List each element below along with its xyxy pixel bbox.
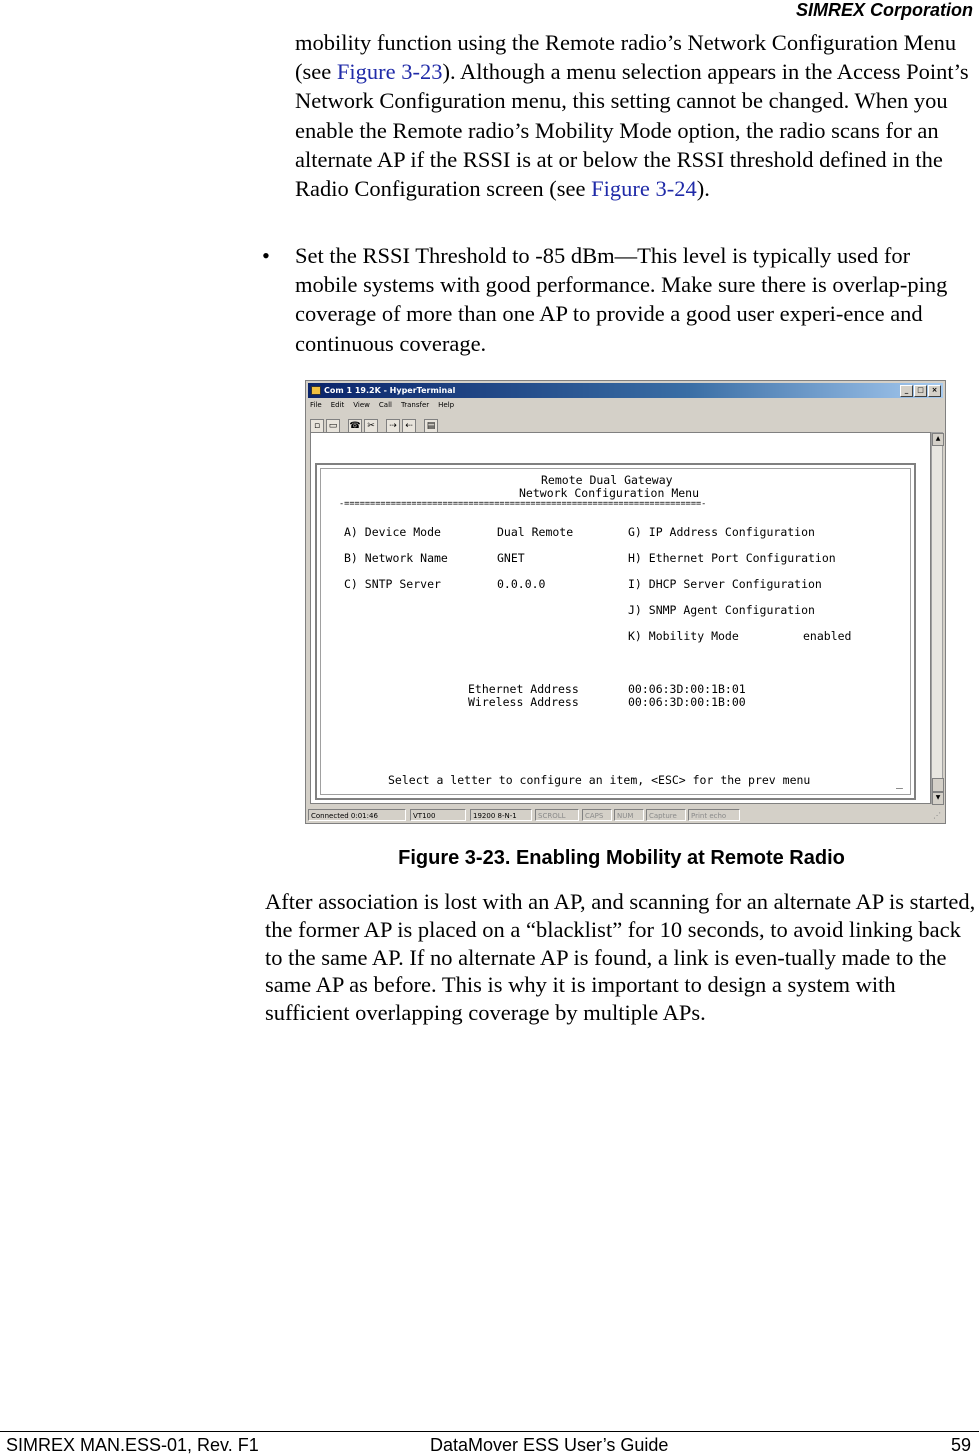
maximize-icon[interactable]: □ [914, 385, 927, 397]
menu-edit[interactable]: Edit [330, 401, 345, 409]
para1-text-2: ). Although a menu selection appears in the Access Point’s Network Configuration menu, this setting cannot be changed. When you enable the Remote radio’s Mobility Mode option, the radio scans for an alternate AP if the RSSI is at or below the RSSI threshold defined in the Radio Configuration screen (see [295, 59, 969, 202]
vertical-scrollbar[interactable] [931, 432, 943, 804]
ethernet-address-label: Ethernet Address [468, 682, 579, 696]
ethernet-address-value: 00:06:3D:00:1B:01 [628, 682, 746, 696]
terminal-cursor: _ [896, 775, 903, 789]
disconnect-icon[interactable]: ✂ [364, 419, 378, 433]
body-paragraph-blacklist: After association is lost with an AP, and scanning for an alternate AP is started, the former AP is placed on a “blacklist” for 10 seconds, to avoid linking back to the same AP. If no alternate AP is found, a link is even-tually made to the same AP as before. This is why it is important to design a system with sufficient overlapping coverage by multiple APs. [265, 889, 976, 1026]
figure-3-23-link[interactable]: Figure 3-23 [336, 59, 443, 85]
menu-item-c-value: 0.0.0.0 [497, 577, 546, 591]
menu-help[interactable]: Help [438, 401, 455, 409]
menu-item-h[interactable]: H) Ethernet Port Configuration [628, 551, 836, 565]
footer-rule [0, 1431, 979, 1432]
scroll-up-icon[interactable]: ▲ [932, 433, 944, 446]
status-settings: 19200 8-N-1 [470, 809, 532, 821]
phone-icon[interactable]: ☎ [349, 421, 361, 431]
bullet-text: Set the RSSI Threshold to -85 dBm—This level is typically used for mobile systems with good performance. Make sure there is overlap-ping coverage of more than one AP to provide a good user experi-ence and continuous coverage. [295, 243, 948, 356]
footer-guide-title: DataMover ESS User’s Guide [430, 1435, 669, 1455]
screen-separator: -=====================================================================- [339, 499, 707, 509]
status-caps: CAPS [582, 809, 612, 821]
scrollbar-thumb[interactable] [932, 778, 944, 792]
para1-text-3: ). [696, 176, 710, 202]
wireless-address-value: 00:06:3D:00:1B:00 [628, 695, 746, 709]
status-emulation: VT100 [410, 809, 466, 821]
status-print-echo: Print echo [688, 809, 740, 821]
menu-transfer[interactable]: Transfer [400, 401, 430, 409]
menu-call[interactable]: Call [378, 401, 392, 409]
figure-3-24-link[interactable]: Figure 3-24 [591, 176, 697, 202]
resize-grip-icon[interactable]: ⋰ [933, 811, 941, 820]
footer-doc-id: SIMREX MAN.ESS-01, Rev. F1 [6, 1435, 259, 1455]
bullet-item-rssi [262, 241, 978, 358]
wireless-address-label: Wireless Address [468, 695, 579, 709]
menu-item-k[interactable]: K) Mobility Mode [628, 629, 739, 643]
open-folder-icon[interactable]: ▭ [326, 419, 340, 433]
menu-file[interactable]: File [310, 401, 322, 409]
scroll-down-icon[interactable]: ▼ [932, 792, 944, 805]
para1-text-1: mobility function using the Remote radio’s Network Configuration Menu (see [295, 30, 957, 85]
menu-item-j[interactable]: J) SNMP Agent Configuration [628, 603, 815, 617]
menu-item-i[interactable]: I) DHCP Server Configuration [628, 577, 822, 591]
screen-title-2: Network Configuration Menu [519, 486, 700, 500]
footer-page-number: 59 [950, 1435, 971, 1455]
menu-item-a-value: Dual Remote [497, 525, 574, 539]
toolbar [310, 413, 440, 431]
bullet-icon: • [262, 243, 270, 268]
terminal-prompt: Select a letter to configure an item, <ESC> for the prev menu [388, 773, 811, 787]
window-titlebar [308, 383, 943, 398]
menu-item-g[interactable]: G) IP Address Configuration [628, 525, 815, 539]
hyperterminal-app-icon [311, 386, 321, 395]
window-title: Com 1 19.2K - HyperTerminal [324, 386, 456, 395]
send-icon[interactable]: ⇢ [386, 419, 400, 433]
properties-icon[interactable]: ▤ [424, 419, 438, 433]
menu-view[interactable]: View [353, 401, 370, 409]
status-scroll: SCROLL [535, 809, 579, 821]
status-bar [308, 809, 943, 823]
status-connected: Connected 0:01:46 [308, 809, 406, 821]
close-icon[interactable]: × [928, 385, 941, 397]
menu-item-c-key[interactable]: C) SNTP Server [344, 577, 441, 591]
status-num: NUM [614, 809, 644, 821]
minimize-icon[interactable]: _ [900, 385, 913, 397]
mobility-mode-value: enabled [803, 629, 852, 643]
new-file-icon[interactable]: ▫ [310, 419, 324, 433]
menu-bar [310, 399, 463, 411]
menu-item-a-key[interactable]: A) Device Mode [344, 525, 441, 539]
hyperterminal-window [305, 380, 946, 824]
body-paragraph-mobility [295, 28, 975, 203]
status-capture: Capture [646, 809, 686, 821]
running-header: SIMREX Corporation [795, 0, 973, 20]
screen-title-1: Remote Dual Gateway [541, 473, 673, 487]
menu-item-b-key[interactable]: B) Network Name [344, 551, 448, 565]
menu-item-b-value: GNET [497, 551, 525, 565]
receive-icon[interactable]: ⇠ [402, 419, 416, 433]
figure-caption: Figure 3-23. Enabling Mobility at Remote Radio [398, 847, 845, 869]
